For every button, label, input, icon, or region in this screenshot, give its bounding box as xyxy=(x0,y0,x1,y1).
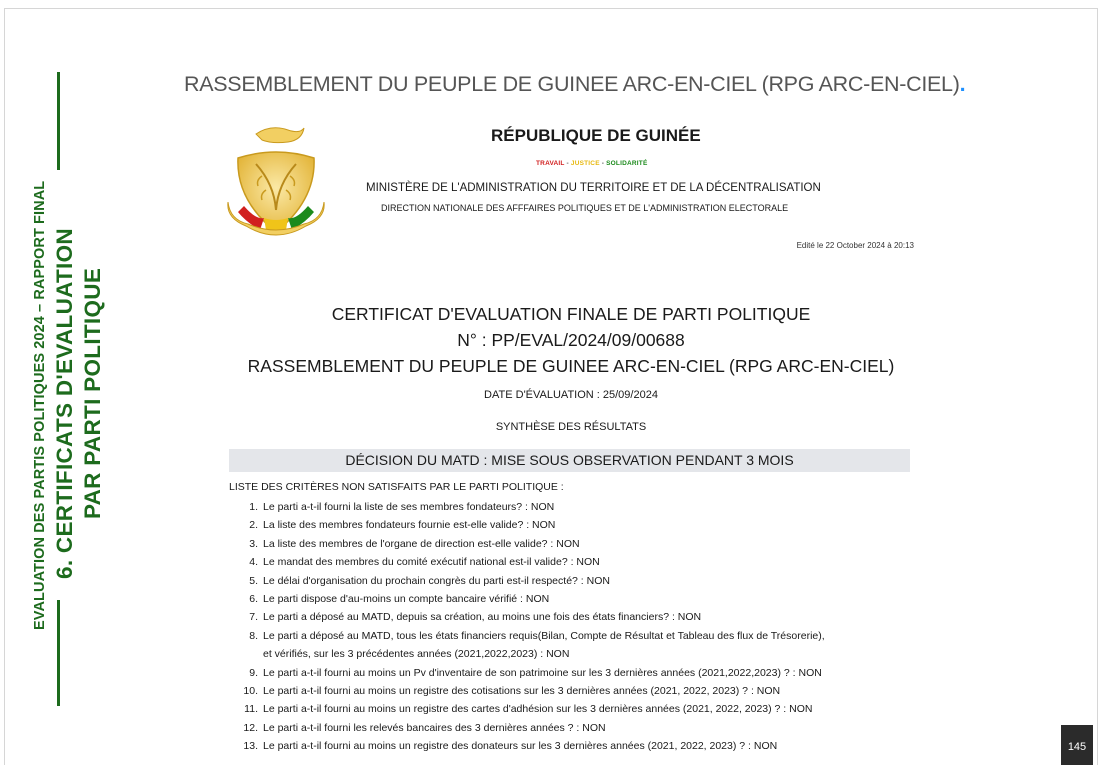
item-number: 12. xyxy=(243,721,258,734)
item-text: Le mandat des membres du comité exécutif national est-il valide? : NON xyxy=(263,556,600,569)
item-number: 8. xyxy=(249,629,258,642)
page-header-dot: . xyxy=(959,72,966,96)
evaluation-date: DATE D'ÉVALUATION : 25/09/2024 xyxy=(484,389,658,401)
item-text: La liste des membres de l'organe de direction est-elle valide? : NON xyxy=(263,537,580,550)
list-item-continuation xyxy=(236,645,916,663)
item-number: 1. xyxy=(249,501,258,513)
item-text: Le parti a déposé au MATD, tous les états financiers requis(Bilan, Compte de Résultat et Tableau des flux de Trésorerie), xyxy=(263,629,825,642)
certificate-party-name: RASSEMBLEMENT DU PEUPLE DE GUINEE ARC-EN-CIEL (RPG ARC-EN-CIEL) xyxy=(247,356,895,376)
list-item xyxy=(236,498,916,516)
motto-separator: - xyxy=(599,160,607,167)
republic-title: RÉPUBLIQUE DE GUINÉE xyxy=(491,126,701,145)
item-text: Le parti a déposé au MATD, depuis sa création, au moins une fois des états financiers? : NON xyxy=(263,611,702,624)
edit-timestamp: Edité le 22 October 2024 à 20:13 xyxy=(796,241,914,250)
motto-separator: - xyxy=(564,160,571,167)
item-text: Le délai d'organisation du prochain congrès du parti est-il respecté? : NON xyxy=(263,574,610,587)
motto-word-2: JUSTICE xyxy=(570,160,600,167)
motto-word-1: TRAVAIL xyxy=(536,160,565,167)
list-item xyxy=(236,700,916,718)
item-text: et vérifiés, sur les 3 précédentes années (2021,2022,2023) : NON xyxy=(263,648,570,661)
item-text: Le parti a-t-il fourni les relevés bancaires des 3 dernières années ? : NON xyxy=(263,721,606,734)
list-item xyxy=(236,682,916,700)
criteria-heading: LISTE DES CRITÈRES NON SATISFAITS PAR LE PARTI POLITIQUE : xyxy=(229,481,564,493)
item-number: 2. xyxy=(249,519,258,532)
item-text: Le parti a-t-il fourni au moins un registre des cotisations sur les 3 dernières années (2021, 2022, 2023) ? : NON xyxy=(263,685,781,698)
list-item xyxy=(236,719,916,737)
list-item xyxy=(236,627,916,645)
list-item xyxy=(236,590,916,608)
list-item xyxy=(236,572,916,590)
item-number: 9. xyxy=(249,666,258,679)
list-item xyxy=(236,737,916,755)
item-text: La liste des membres fondateurs fournie est-elle valide? : NON xyxy=(263,519,556,532)
item-number xyxy=(236,645,258,663)
results-summary-heading: SYNTHÈSE DES RÉSULTATS xyxy=(495,421,647,433)
item-number: 13. xyxy=(243,740,258,753)
report-sidebar xyxy=(0,0,130,765)
item-text: Le parti a-t-il fourni au moins un registre des donateurs sur les 3 dernières années (2021, 2022, 2023) ? : NON xyxy=(263,740,778,753)
item-text: Le parti dispose d'au-moins un compte bancaire vérifié : NON xyxy=(263,593,550,606)
item-text: Le parti a-t-il fourni la liste de ses membres fondateurs? : NON xyxy=(263,501,555,513)
national-motto xyxy=(536,160,648,167)
section-subtitle: PAR PARTI POLITIQUE xyxy=(80,267,105,519)
item-number: 6. xyxy=(249,593,258,606)
page-number-badge: 145 xyxy=(1061,725,1093,765)
list-item xyxy=(236,553,916,571)
item-number: 3. xyxy=(249,537,258,550)
page-header-text: RASSEMBLEMENT DU PEUPLE DE GUINEE ARC-EN-CIEL (RPG ARC-EN-CIEL) xyxy=(184,72,960,96)
item-number: 5. xyxy=(249,574,258,587)
list-item xyxy=(236,608,916,626)
section-title: 6. CERTIFICATS D'EVALUATION xyxy=(52,228,77,579)
item-text: Le parti a-t-il fourni au moins un Pv d'inventaire de son patrimoine sur les 3 dernières années (2021,2022,2023) ? : NON xyxy=(263,666,822,679)
direction-name: DIRECTION NATIONALE DES AFFFAIRES POLITIQUES ET DE L'ADMINISTRATION ELECTORALE xyxy=(381,203,789,213)
list-item xyxy=(236,664,916,682)
decision-banner: DÉCISION DU MATD : MISE SOUS OBSERVATION PENDANT 3 MOIS xyxy=(229,449,910,472)
item-text: Le parti a-t-il fourni au moins un registre des cartes d'adhésion sur les 3 dernières années (2021, 2022, 2023) ? : NON xyxy=(263,703,813,716)
item-number: 7. xyxy=(249,611,258,624)
criteria-list xyxy=(236,498,916,756)
list-item xyxy=(236,516,916,534)
motto-word-3: SOLIDARITÉ xyxy=(606,160,648,167)
item-number: 4. xyxy=(249,556,258,569)
list-item xyxy=(236,535,916,553)
item-number: 11. xyxy=(244,703,258,716)
report-title: EVALUATION DES PARTIS POLITIQUES 2024 – RAPPORT FINAL xyxy=(32,180,48,630)
page-header xyxy=(184,72,965,97)
sidebar-rule-bottom xyxy=(57,600,60,706)
certificate-number: N° : PP/EVAL/2024/09/00688 xyxy=(457,330,685,350)
ministry-name: MINISTÈRE DE L'ADMINISTRATION DU TERRITOIRE ET DE LA DÉCENTRALISATION xyxy=(366,182,821,194)
sidebar-rule-top xyxy=(57,72,60,170)
certificate-title: CERTIFICAT D'EVALUATION FINALE DE PARTI POLITIQUE xyxy=(331,304,811,324)
coat-of-arms-icon xyxy=(216,120,336,242)
item-number: 10. xyxy=(243,685,258,698)
